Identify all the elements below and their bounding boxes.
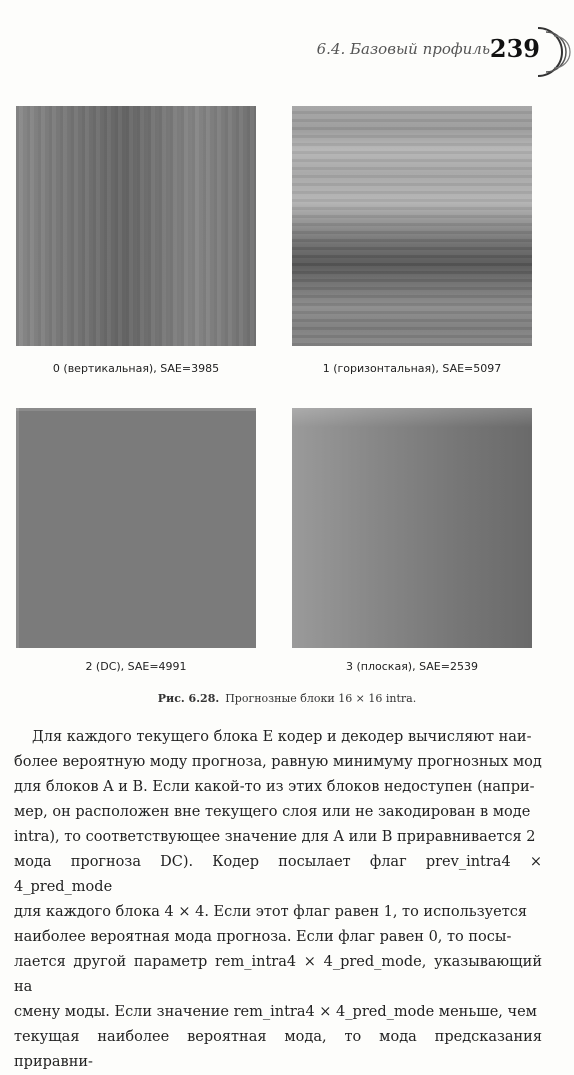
body-line: мер, он расположен вне текущего слоя или не закодирован в моде — [14, 804, 531, 820]
body-line: текущая наиболее вероятная мода, то мода предсказания приравни- — [14, 1029, 542, 1070]
body-paragraph — [14, 725, 542, 1075]
body-line: intra), то соответствующее значение для A или B приравнивается 2 — [14, 829, 536, 845]
body-line: для каждого блока 4 × 4. Если этот флаг равен 1, то используется — [14, 904, 528, 920]
body-line: лается другой параметр rem_intra4 × 4_pred_mode, указывающий на — [14, 954, 542, 995]
prediction-block-vertical — [16, 106, 256, 346]
page-number: 239 — [489, 34, 540, 63]
page-corner-arcs-icon — [518, 22, 572, 82]
figure-caption-label: Рис. 6.28. — [157, 692, 220, 705]
figure-caption-text: Прогнозные блоки 16 × 16 intra. — [225, 692, 417, 705]
figure-caption — [0, 692, 574, 705]
body-line: мода прогноза DC). Кодер посылает флаг prev_intra4 × 4_pred_mode — [14, 854, 542, 895]
tile-caption-3: 3 (плоская), SAE=2539 — [346, 660, 478, 673]
body-line: для блоков A и B. Если какой-то из этих блоков недоступен (напри- — [14, 779, 535, 795]
body-line: Для каждого текущего блока E кодер и декодер вычисляют наи- — [32, 729, 532, 745]
tile-caption-0: 0 (вертикальная), SAE=3985 — [52, 362, 220, 375]
prediction-block-dc — [16, 408, 256, 648]
body-line: смену моды. Если значение rem_intra4 × 4_pred_mode меньше, чем — [14, 1004, 537, 1020]
tile-caption-1: 1 (горизонтальная), SAE=5097 — [322, 362, 502, 375]
prediction-block-planar — [292, 408, 532, 648]
tile-caption-2: 2 (DC), SAE=4991 — [85, 660, 187, 673]
prediction-block-horizontal — [292, 106, 532, 346]
body-line: наиболее вероятная мода прогноза. Если флаг равен 0, то посы- — [14, 929, 512, 945]
body-line: более вероятную моду прогноза, равную минимуму прогнозных мод — [14, 754, 542, 770]
running-header: 6.4. Базовый профиль — [316, 40, 490, 58]
